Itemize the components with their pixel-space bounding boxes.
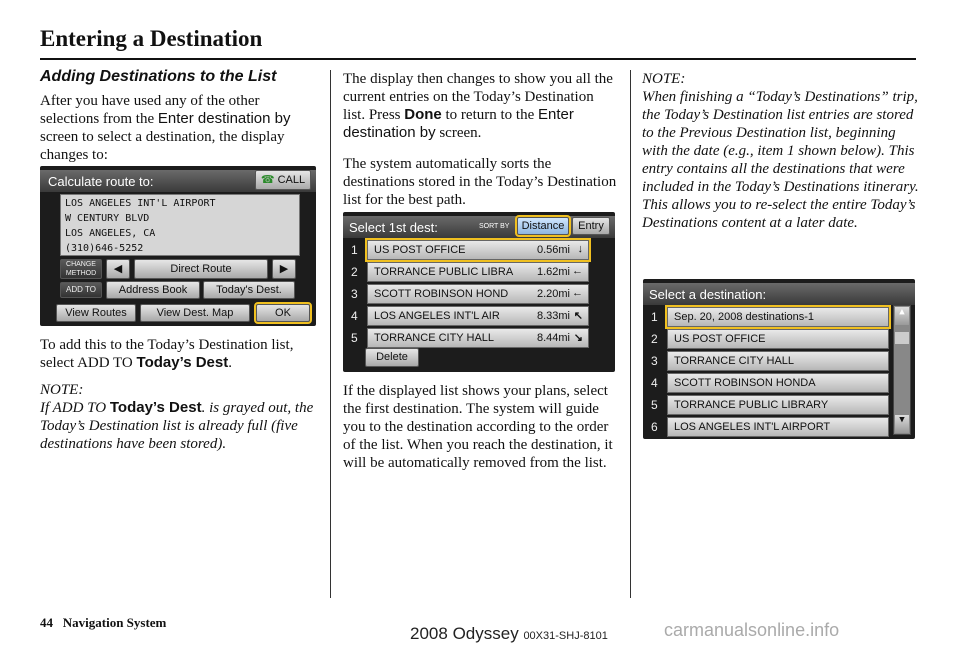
model-footer <box>410 624 608 644</box>
destination-name: TORRANCE CITY HALL <box>674 355 795 367</box>
destination-name: US POST OFFICE <box>674 333 766 345</box>
sort-distance-button[interactable]: Distance <box>517 217 569 235</box>
address-book-button[interactable]: Address Book <box>106 281 200 299</box>
call-button[interactable] <box>255 170 311 190</box>
col1-note <box>40 381 320 453</box>
note-title: NOTE: <box>40 382 84 398</box>
text-span: If ADD TO <box>40 400 107 416</box>
add-to-label: ADD TO <box>60 282 102 298</box>
destination-row[interactable] <box>667 329 889 349</box>
phone-icon: ☎ <box>260 174 275 186</box>
address-line: LOS ANGELES, CA <box>65 228 156 239</box>
ok-button[interactable]: OK <box>256 304 310 322</box>
destination-name: SCOTT ROBINSON HOND <box>374 288 509 300</box>
next-method-button[interactable] <box>272 259 296 279</box>
row-number: 1 <box>351 243 358 257</box>
row-number: 3 <box>651 354 658 368</box>
row-number: 2 <box>351 265 358 279</box>
row-number: 4 <box>351 309 358 323</box>
destination-name: LOS ANGELES INT'L AIRPORT <box>674 421 831 433</box>
phone-number: (310)646-5252 <box>65 243 144 254</box>
direction-arrow-icon: ↘ <box>573 332 583 344</box>
todays-dest-term: Today’s Dest <box>109 399 202 416</box>
title-rule <box>40 58 916 60</box>
distance-value: 0.56mi <box>536 244 570 256</box>
sort-entry-button[interactable]: Entry <box>572 217 610 235</box>
destination-row[interactable] <box>667 395 889 415</box>
text-span: to return to the <box>445 107 535 123</box>
text-span: screen. <box>439 125 482 141</box>
row-number: 2 <box>651 332 658 346</box>
address-line: W CENTURY BLVD <box>65 213 150 224</box>
text-span: . is grayed out, the Today’s Destination list is already full (five destinations have been stored). <box>40 400 314 452</box>
delete-button[interactable]: Delete <box>365 348 419 367</box>
destination-name: TORRANCE PUBLIC LIBRARY <box>674 399 829 411</box>
destination-name: LOS ANGELES INT'L AIR <box>374 310 500 322</box>
sort-by-label: SORT BY <box>479 223 510 230</box>
previous-method-button[interactable] <box>106 259 130 279</box>
scrollbar[interactable] <box>893 305 911 435</box>
section-subhead: Adding Destinations to the List <box>40 68 277 85</box>
column-divider-1 <box>330 70 331 598</box>
destination-row[interactable] <box>667 417 889 437</box>
call-label: CALL <box>277 174 306 186</box>
todays-dest-term: Today’s Dest <box>136 354 229 371</box>
destination-name: US POST OFFICE <box>374 244 466 256</box>
destination-name: TORRANCE PUBLIC LIBRA <box>374 266 514 278</box>
text-span: The display then changes to show you all the current entries on the Today’s Destination list. Press <box>343 71 613 123</box>
page-footer <box>40 615 166 631</box>
distance-value: 8.33mi <box>536 310 570 322</box>
note-text: When finishing a “Today’s Destinations” trip, the Today’s Destination list entries are stored to the Previous Destination list, beginning with the date (e.g., item 1 shown below). This entry contains all the destinations that were included in the Today’s Destinations itinerary. This allows you to re-select the entire Today’s Destinations content at a later date. <box>642 89 919 231</box>
screen-header-text: Select 1st dest: <box>349 220 438 235</box>
text-span: screen to select a destination, the display changes to: <box>40 129 285 163</box>
screen-header-text: Select a destination: <box>649 287 767 302</box>
destination-row[interactable] <box>367 262 589 282</box>
select-destination-screen <box>643 279 915 439</box>
row-number: 3 <box>351 287 358 301</box>
change-method-label: CHANGE METHOD <box>60 259 102 279</box>
row-number: 6 <box>651 420 658 434</box>
col2-paragraph-2: The system automatically sorts the destinations stored in the Today’s Destination list for the best path. <box>343 156 617 208</box>
section-name: Navigation System <box>62 615 167 630</box>
destination-name: Sep. 20, 2008 destinations-1 <box>674 311 815 323</box>
address-box <box>60 194 300 256</box>
direction-arrow-icon: ← <box>572 287 583 299</box>
view-routes-button[interactable]: View Routes <box>56 304 136 322</box>
scroll-up-icon[interactable]: ▲ <box>895 307 909 325</box>
calculate-route-screen <box>40 166 316 326</box>
row-number: 1 <box>651 310 658 324</box>
direction-arrow-icon: ← <box>572 265 583 277</box>
col2-paragraph-1 <box>343 70 619 142</box>
done-term: Done <box>404 106 442 123</box>
distance-value: 8.44mi <box>536 332 570 344</box>
col1-paragraph-1 <box>40 92 318 164</box>
screen-name-term: Enter destination by <box>343 106 574 141</box>
note-title: NOTE: <box>642 71 686 87</box>
destination-row[interactable] <box>667 351 889 371</box>
page-title: Entering a Destination <box>40 26 263 51</box>
direct-route-button[interactable]: Direct Route <box>134 259 268 279</box>
screen-name-term: Enter destination by <box>157 110 291 127</box>
direction-arrow-icon: ↓ <box>577 243 583 255</box>
scroll-thumb[interactable] <box>895 332 909 344</box>
doc-code: 00X31-SHJ-8101 <box>523 630 608 642</box>
distance-value: 1.62mi <box>536 266 570 278</box>
destination-name: TORRANCE CITY HALL <box>374 332 495 344</box>
destination-row[interactable] <box>667 373 889 393</box>
row-number: 5 <box>351 331 358 345</box>
view-dest-map-button[interactable]: View Dest. Map <box>140 304 250 322</box>
watermark: carmanualsonline.info <box>664 620 840 640</box>
model-year: 2008 <box>410 624 448 643</box>
direction-arrow-icon: ↖ <box>573 310 583 322</box>
destination-name: SCOTT ROBINSON HONDA <box>674 377 816 389</box>
select-first-dest-screen <box>343 212 615 372</box>
todays-dest-button[interactable]: Today's Dest. <box>203 281 295 299</box>
text-span: To add this to the Today’s Destination list, select ADD TO <box>40 337 294 371</box>
address-line: LOS ANGELES INT'L AIRPORT <box>65 198 216 209</box>
left-arrow-icon: ◀ <box>113 263 123 275</box>
col3-note <box>642 70 920 232</box>
right-arrow-icon: ▶ <box>279 263 289 275</box>
destination-row[interactable] <box>667 307 889 327</box>
text-span: After you have used any of the other selections from the <box>40 93 260 127</box>
destination-row[interactable] <box>367 306 589 326</box>
column-divider-2 <box>630 70 631 598</box>
destination-row[interactable] <box>367 284 589 304</box>
screen-header-text: Calculate route to: <box>48 174 154 189</box>
col2-paragraph-3: If the displayed list shows your plans, select the first destination. The system will guide you to the destination according to the order of the list. When you reach the destination, it will be automatically removed from the list. <box>343 383 613 471</box>
row-number: 5 <box>651 398 658 412</box>
distance-value: 2.20mi <box>536 288 570 300</box>
scroll-down-icon[interactable]: ▼ <box>895 415 909 433</box>
screen-header <box>643 283 915 305</box>
col1-paragraph-2: To add this to the Today’s Destination list, select ADD TO Today’s Dest. <box>40 337 294 371</box>
destination-row[interactable] <box>367 328 589 348</box>
destination-row[interactable] <box>367 240 589 260</box>
model-name: Odyssey <box>452 624 519 643</box>
row-number: 4 <box>651 376 658 390</box>
page-number: 44 <box>40 615 53 630</box>
